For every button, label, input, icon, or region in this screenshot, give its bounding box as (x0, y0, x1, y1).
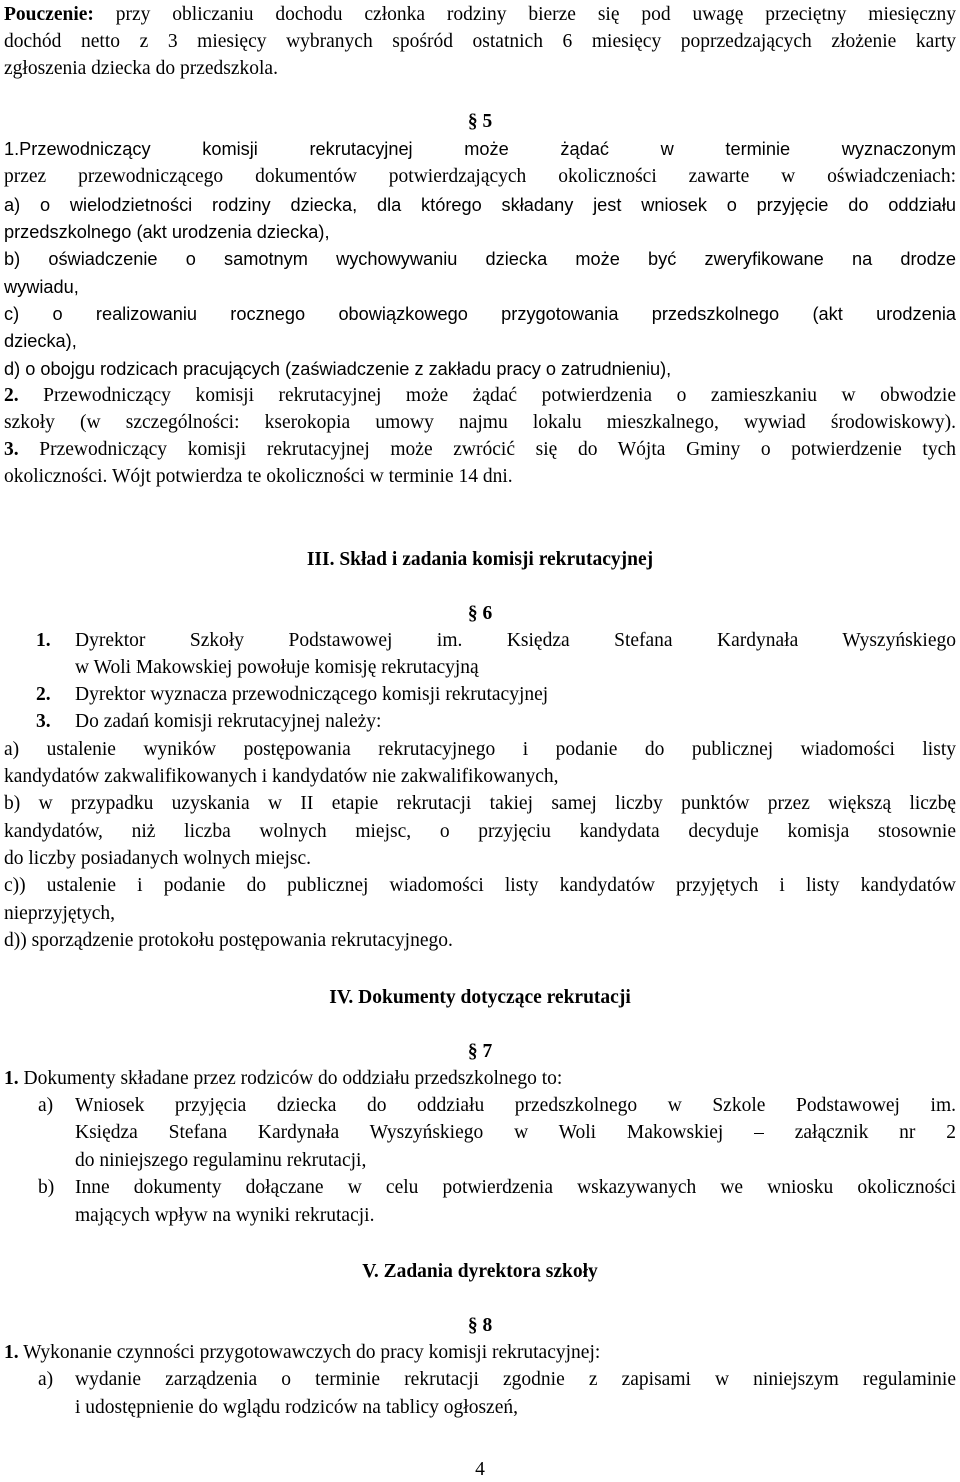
sec5-line-4: przedszkolnego (akt urodzenia dziecka), (4, 222, 330, 242)
sec6-d-line: d)) sporządzenie protokołu postępowania rekrutacyjnego. (4, 930, 453, 951)
pouczenie-line-3: zgłoszenia dziecka do przedszkola. (4, 58, 278, 79)
chapter-5-title: V. Zadania dyrektora szkoły (362, 1261, 598, 1282)
sec7-a-text-1: Wniosek przyjęcia dziecka do oddziału przedszkolnego w Szkole Podstawowej im. (75, 1095, 956, 1116)
sec8-a-marker: a) (38, 1369, 54, 1390)
sec5-p3-text: Przewodniczący komisji rekrutacyjnej może zwrócić się do Wójta Gminy o potwierdzenie tych (18, 439, 956, 460)
sec6-item-3-text: Do zadań komisji rekrutacyjnej należy: (75, 711, 382, 732)
sec5-line-8: dziecka), (4, 331, 77, 351)
sec6-item-1-number: 1. (36, 630, 51, 651)
sec7-a-line-2: Księdza Stefana Kardynała Wyszyńskiego w Woli Makowskiej – załącznik nr 2 (75, 1122, 956, 1143)
sec5-line-2: przez przewodniczącego dokumentów potwierdzających okoliczności zawarte w oświadczeniach: (4, 166, 956, 187)
chapter-4-title: IV. Dokumenty dotyczące rekrutacji (329, 987, 631, 1008)
sec5-p3-line-2: okoliczności. Wójt potwierdza te okoliczności w terminie 14 dni. (4, 466, 513, 487)
sec5-p3-number: 3. (4, 439, 19, 460)
sec5-line-6: wywiadu, (4, 277, 79, 297)
section-7-heading: § 7 (467, 1041, 493, 1062)
pouczenie-line-2: dochód netto z 3 miesięcy wybranych spośród ostatnich 6 miesięcy poprzedzających złożenie karty (4, 31, 956, 52)
sec5-p2-line-1 (4, 383, 956, 409)
pouczenie-label: Pouczenie: (4, 4, 94, 25)
sec5-p2-number: 2. (4, 385, 19, 406)
page-number: 4 (475, 1459, 485, 1480)
sec5-line-5: b) oświadczenie o samotnym wychowywaniu dziecka może być zweryfikowane na drodze (4, 249, 956, 269)
sec6-a-line-1: a) ustalenie wyników postępowania rekrutacyjnego i podanie do publicznej wiadomości listy (4, 739, 956, 760)
sec6-b-line-1: b) w przypadku uzyskania w II etapie rekrutacji takiej samej liczby punktów przez większą liczbę (4, 793, 956, 814)
sec5-p2-text: Przewodniczący komisji rekrutacyjnej może żądać potwierdzenia o zamieszkaniu w obwodzie (18, 385, 956, 406)
sec8-a-line-2: i udostępnienie do wglądu rodziców na tablicy ogłoszeń, (75, 1397, 518, 1418)
sec5-line-7: c) o realizowaniu rocznego obowiązkowego przygotowania przedszkolnego (akt urodzenia (4, 304, 956, 324)
sec5-p2-line-2: szkoły (w szczególności: kserokopia umowy najmu lokalu mieszkalnego, wywiad środowiskowy). (4, 412, 956, 433)
sec7-a-marker: a) (38, 1095, 54, 1116)
pouczenie-line-1 (4, 2, 956, 28)
sec6-b-line-2: kandydatów, niż liczba wolnych miejsc, o przyjęciu kandydata decyduje komisja stosownie (4, 821, 956, 842)
section-6-heading: § 6 (467, 603, 493, 624)
sec7-b-marker: b) (38, 1177, 55, 1198)
section-8-heading: § 8 (467, 1315, 493, 1336)
sec8-intro-number: 1. (4, 1342, 19, 1363)
sec6-item-2-text: Dyrektor wyznacza przewodniczącego komisji rekrutacyjnej (75, 684, 549, 705)
chapter-3-title: III. Skład i zadania komisji rekrutacyjnej (306, 549, 654, 570)
sec7-intro-number: 1. (4, 1068, 19, 1089)
sec5-line-3: a) o wielodzietności rodziny dziecka, dla którego składany jest wniosek o przyjęcie do oddziału (4, 195, 956, 215)
sec7-intro-text: Dokumenty składane przez rodziców do oddziału przedszkolnego to: (18, 1068, 563, 1089)
sec7-b-text-1: Inne dokumenty dołączane w celu potwierdzenia wskazywanych we wniosku okoliczności (75, 1177, 956, 1198)
sec6-item-1-text: Dyrektor Szkoły Podstawowej im. Księdza Stefana Kardynała Wyszyńskiego (75, 630, 956, 651)
section-5-heading: § 5 (467, 111, 493, 132)
sec8-intro (4, 1340, 956, 1366)
sec7-a-line-3: do niniejszego regulaminu rekrutacji, (75, 1150, 367, 1171)
sec6-item-2-number: 2. (36, 684, 51, 705)
sec7-intro (4, 1066, 956, 1092)
sec8-a-text-1: wydanie zarządzenia o terminie rekrutacji zgodnie z zapisami w niniejszym regulaminie (75, 1369, 956, 1390)
sec6-item-3-number: 3. (36, 711, 51, 732)
sec6-c-line-1: c)) ustalenie i podanie do publicznej wiadomości listy kandydatów przyjętych i listy kandydatów (4, 875, 956, 896)
sec5-p3-line-1 (4, 437, 956, 463)
sec5-line-9: d) o obojgu rodzicach pracujących (zaświadczenie z zakładu pracy o zatrudnieniu), (4, 359, 672, 379)
sec8-intro-text: Wykonanie czynności przygotowawczych do pracy komisji rekrutacyjnej: (18, 1342, 601, 1363)
sec6-c-line-2: nieprzyjętych, (4, 903, 115, 924)
sec7-b-line-2: mających wpływ na wyniki rekrutacji. (75, 1205, 375, 1226)
sec6-a-line-2: kandydatów zakwalifikowanych i kandydatów nie zakwalifikowanych, (4, 766, 559, 787)
sec6-item-1-line-2: w Woli Makowskiej powołuje komisję rekrutacyjną (75, 657, 479, 678)
pouczenie-text: przy obliczaniu dochodu członka rodziny bierze się pod uwagę przeciętny miesięczny (93, 4, 956, 25)
sec6-b-line-3: do liczby posiadanych wolnych miejsc. (4, 848, 312, 869)
sec5-line-1: 1.Przewodniczący komisji rekrutacyjnej może żądać w terminie wyznaczonym (4, 139, 956, 159)
